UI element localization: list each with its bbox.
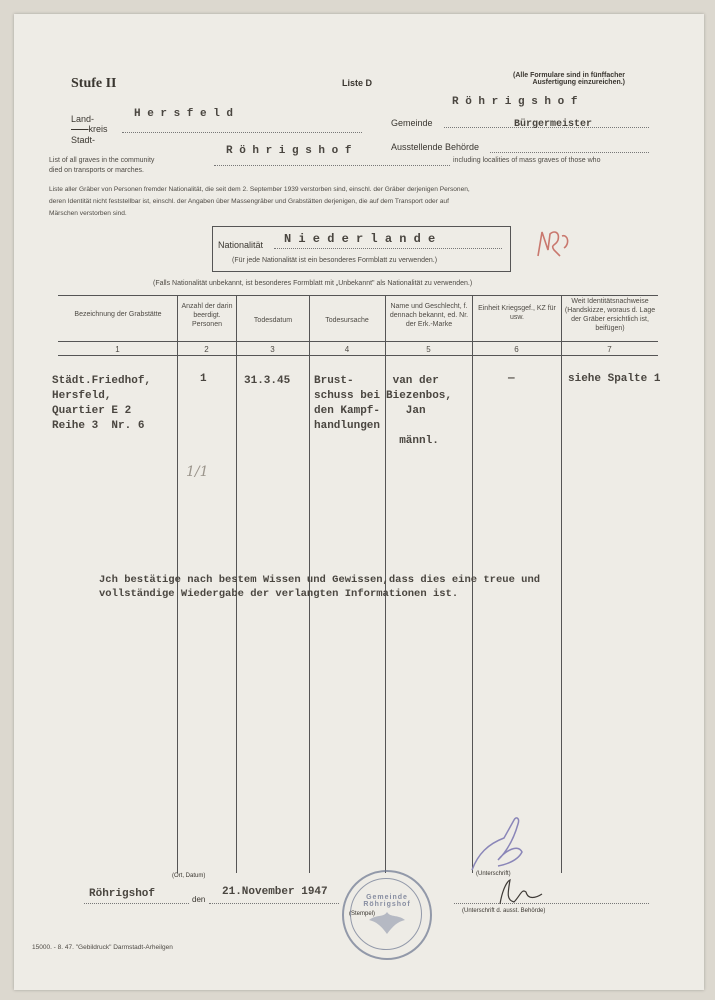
col-num-6: 6 xyxy=(514,345,519,354)
behoerde-value: Bürgermeister xyxy=(514,119,593,130)
col-header-4: Todesursache xyxy=(325,317,369,324)
stadt-label: Stadt- xyxy=(71,135,96,145)
community-text-line2: died on transports or marches. xyxy=(49,167,144,174)
cell-person-count: 1 xyxy=(200,373,207,385)
col-num-1: 1 xyxy=(115,345,120,354)
cell-identity-proof: siehe Spalte 1 xyxy=(568,373,661,385)
behoerde-label: Ausstellende Behörde xyxy=(391,142,480,152)
community-line xyxy=(214,165,450,166)
col-divider-6 xyxy=(561,295,562,873)
col-header-5: Name und Geschlecht, f. dennach bekannt, ed. Nr. der Erk.-Marke xyxy=(389,303,469,328)
stamp-eagle-icon xyxy=(367,908,407,938)
behoerde-signature xyxy=(496,874,546,910)
col-header-1: Bezeichnung der Grabstätte xyxy=(74,311,162,318)
table-top-border xyxy=(58,295,658,296)
kreis-line xyxy=(122,132,362,133)
unterschrift-label: (Unterschrift) xyxy=(476,871,511,877)
cell-name-sex: van der Biezenbos, Jan männl. xyxy=(386,375,453,447)
behoerde-signature-label: (Unterschrift d. ausst. Behörde) xyxy=(462,908,546,914)
land-label: Land- xyxy=(71,114,95,124)
behoerde-line xyxy=(490,152,649,153)
col-header-2: Anzahl der darin beerdigt. Personen xyxy=(181,303,233,328)
handwritten-mark: 1/1 xyxy=(186,464,209,480)
ort-datum-label: (Ort, Datum) xyxy=(172,873,206,879)
copies-note: (Alle Formulare sind in fünffacher Ausfertigung einzureichen.) xyxy=(513,72,626,86)
cell-unit: — xyxy=(508,373,515,385)
document-page xyxy=(14,14,704,990)
gemeinde-label: Gemeinde xyxy=(391,118,433,128)
col-num-4: 4 xyxy=(344,345,350,354)
col-num-3: 3 xyxy=(270,345,275,354)
place-value: Röhrigshof xyxy=(89,888,156,900)
signature-scribble xyxy=(468,814,538,876)
confirmation-line-1: Jch bestätige nach bestem Wissen und Gewissen,dass dies eine treue und xyxy=(99,574,541,586)
community-value: R ö h r i g s h o f xyxy=(226,145,352,157)
gemeinde-value: R ö h r i g s h o f xyxy=(452,96,578,108)
date-line xyxy=(209,903,339,904)
liste-label: Liste D xyxy=(342,78,373,88)
official-stamp: Gemeinde Röhrigshof xyxy=(342,870,432,960)
cell-grave-location: Städt.Friedhof, Hersfeld, Quartier E 2 Reihe 3 Nr. 6 xyxy=(52,375,152,432)
table-num-divider xyxy=(58,355,658,356)
nationality-label: Nationalität xyxy=(218,240,264,250)
date-value: 21.November 1947 xyxy=(222,886,328,898)
col-header-6: Einheit Kriegsgef., KZ für usw. xyxy=(478,305,556,321)
red-pencil-mark xyxy=(534,226,574,262)
col-header-3: Todesdatum xyxy=(253,317,293,324)
nationality-hint: (Für jede Nationalität ist ein besonderes Formblatt zu verwenden.) xyxy=(232,257,438,264)
intro-line-3: Märschen verstorben sind. xyxy=(49,210,127,217)
table-header-divider xyxy=(58,341,658,342)
nationality-value: N i e d e r l a n d e xyxy=(284,232,436,246)
stempel-label: (Stempel) xyxy=(349,911,376,917)
col-num-2: 2 xyxy=(204,345,209,354)
unknown-nationality-note: (Falls Nationalität unbekannt, ist besonderes Formblatt mit „Unbekannt" als Nationalität zu verwenden.) xyxy=(153,280,473,287)
community-text-left: List of all graves in the community xyxy=(49,157,155,164)
confirmation-line-2: vollständige Wiedergabe der verlangten Informationen ist. xyxy=(99,588,459,600)
col-num-5: 5 xyxy=(426,345,431,354)
intro-line-1: Liste aller Gräber von Personen fremder Nationalität, die seit dem 2. September 1939 verstorben sind, einschl. der Gräber derjenigen Personen, xyxy=(49,186,470,193)
printer-note: 15000. - 8. 47. "Gebildruck" Darmstadt-Arheilgen xyxy=(32,944,173,951)
community-text-right: including localities of mass graves of those who xyxy=(453,157,601,164)
den-label: den xyxy=(192,895,206,904)
cell-death-date: 31.3.45 xyxy=(244,375,291,387)
place-line xyxy=(84,903,189,904)
cell-death-cause: Brust- schuss bei den Kampf- handlungen xyxy=(314,375,381,432)
kreis-value: H e r s f e l d xyxy=(134,108,234,120)
col-num-7: 7 xyxy=(607,345,612,354)
kreis-label: kreis xyxy=(88,124,108,134)
intro-line-2: deren Identität nicht feststellbar ist, einschl. der Angaben über Massengräber und Grabstätten derjenigen, die auf dem Transport oder auf xyxy=(49,198,449,205)
col-header-7: Weit Identitätsnachweise (Handskizze, woraus d. Lage der Gräber ersichtlich ist, beifügen) xyxy=(564,298,656,332)
behoerde-signature-line xyxy=(454,903,649,904)
stufe-heading: Stufe II xyxy=(71,76,117,91)
nationality-line xyxy=(274,248,502,249)
